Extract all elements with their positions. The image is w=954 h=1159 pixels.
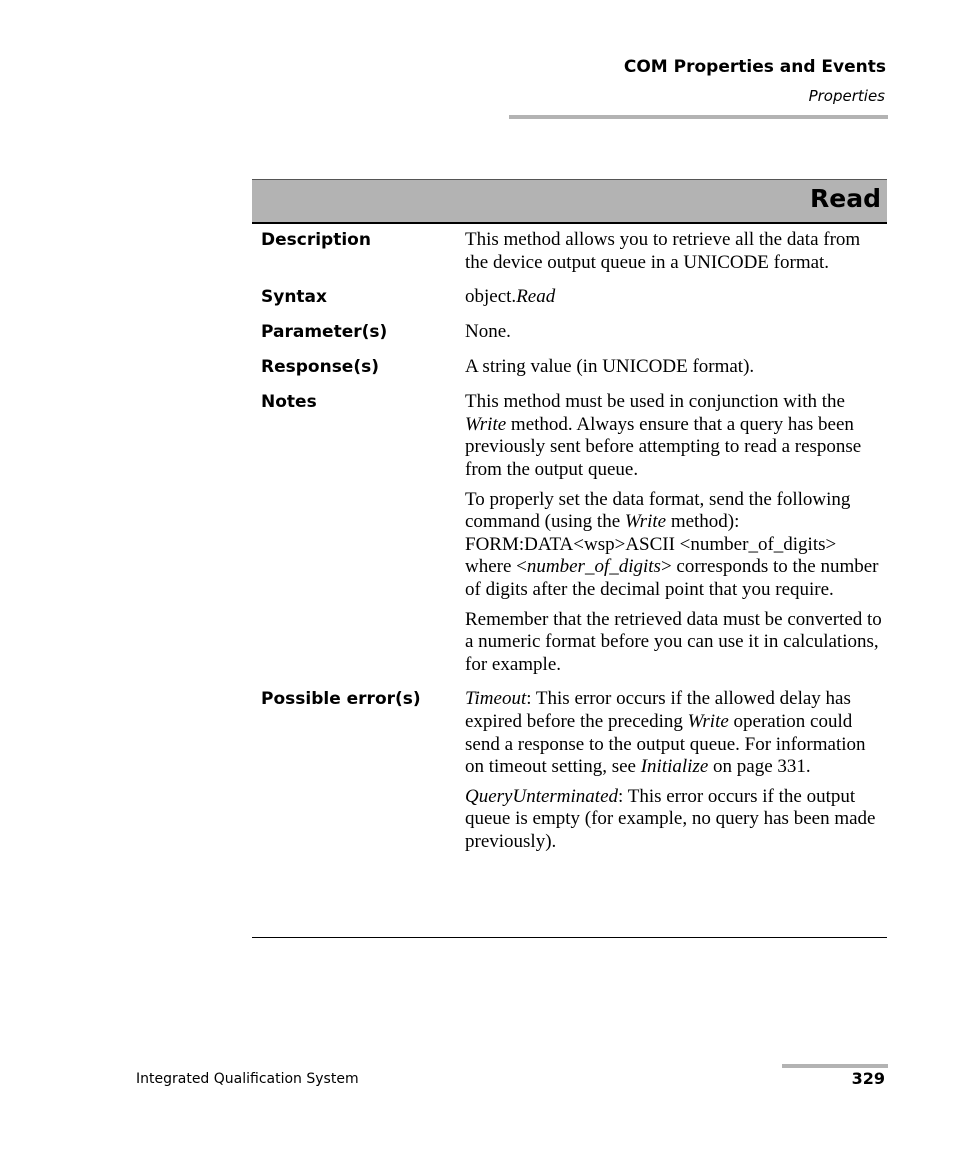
- text-run: A string value (in UNICODE format).: [465, 356, 755, 378]
- text-run: To properly set the data format, send the following command (using the: [465, 488, 851, 533]
- value-paragraph: [465, 489, 887, 602]
- page-number: 329: [851, 1069, 885, 1088]
- row-value: [465, 321, 887, 344]
- text-run: This method allows you to retrieve all the data from the device output queue in a UNICODE format.: [465, 229, 861, 273]
- row-label: Possible error(s): [261, 689, 421, 710]
- value-paragraph: [465, 391, 887, 481]
- row-value: [465, 688, 887, 853]
- header-divider: [509, 115, 888, 119]
- method-title-bar: [252, 179, 887, 224]
- table-bottom-divider: [252, 937, 887, 938]
- text-run: operation could send a response to the output queue. For information on timeout setting, see: [465, 710, 866, 778]
- table-row: [252, 321, 887, 344]
- row-value: [465, 391, 887, 676]
- text-run: None.: [465, 321, 511, 343]
- row-label: Notes: [261, 392, 317, 413]
- text-run: This method must be used in conjunction with the: [465, 391, 845, 413]
- italic-term: Timeout: [465, 688, 527, 710]
- method-details-table: [252, 229, 887, 853]
- row-value: [465, 229, 887, 274]
- table-row: [252, 688, 887, 853]
- footer-product-name: Integrated Qualification System: [136, 1071, 359, 1087]
- table-row: [252, 286, 887, 309]
- value-paragraph: [465, 688, 887, 778]
- italic-term: QueryUnterminated: [465, 785, 619, 807]
- text-run: on page 331.: [708, 756, 811, 778]
- table-row: [252, 356, 887, 379]
- text-run: Remember that the retrieved data must be converted to a numeric format before you can use it in calculations, for example.: [465, 608, 882, 675]
- row-label: Description: [261, 230, 371, 250]
- italic-term: Write: [624, 511, 667, 533]
- row-label: Syntax: [261, 287, 327, 308]
- value-paragraph: [465, 356, 887, 379]
- table-row: [252, 391, 887, 676]
- italic-term: Write: [465, 413, 507, 435]
- text-run: method. Always ensure that a query has been previously sent before attempting to read a response from the output queue.: [465, 413, 862, 480]
- value-paragraph: [465, 286, 887, 309]
- chapter-title: COM Properties and Events: [623, 57, 886, 77]
- method-title: Read: [810, 184, 881, 213]
- text-run: method): FORM:DATA<wsp>ASCII <number_of_digits> where <: [465, 511, 837, 578]
- value-paragraph: [465, 786, 887, 854]
- value-paragraph: [465, 609, 887, 677]
- row-label: Response(s): [261, 357, 379, 378]
- italic-term: Initialize: [640, 756, 709, 778]
- italic-term: Write: [687, 710, 729, 732]
- text-run: : This error occurs if the output queue is empty (for example, no query has been made previously).: [465, 785, 876, 852]
- section-subtitle: Properties: [808, 87, 885, 105]
- value-paragraph: [465, 229, 887, 274]
- footer-divider: [782, 1064, 888, 1068]
- row-label: Parameter(s): [261, 322, 388, 343]
- value-paragraph: [465, 321, 887, 344]
- italic-term: Read: [516, 286, 556, 308]
- row-value: [465, 356, 887, 379]
- text-run: : This error occurs if the allowed delay has expired before the preceding: [465, 688, 851, 732]
- text-run: object.: [465, 286, 517, 308]
- italic-term: number_of_digits: [526, 556, 661, 578]
- row-value: [465, 286, 887, 309]
- text-run: > corresponds to the number of digits after the decimal point that you require.: [465, 556, 879, 600]
- table-row: [252, 229, 887, 274]
